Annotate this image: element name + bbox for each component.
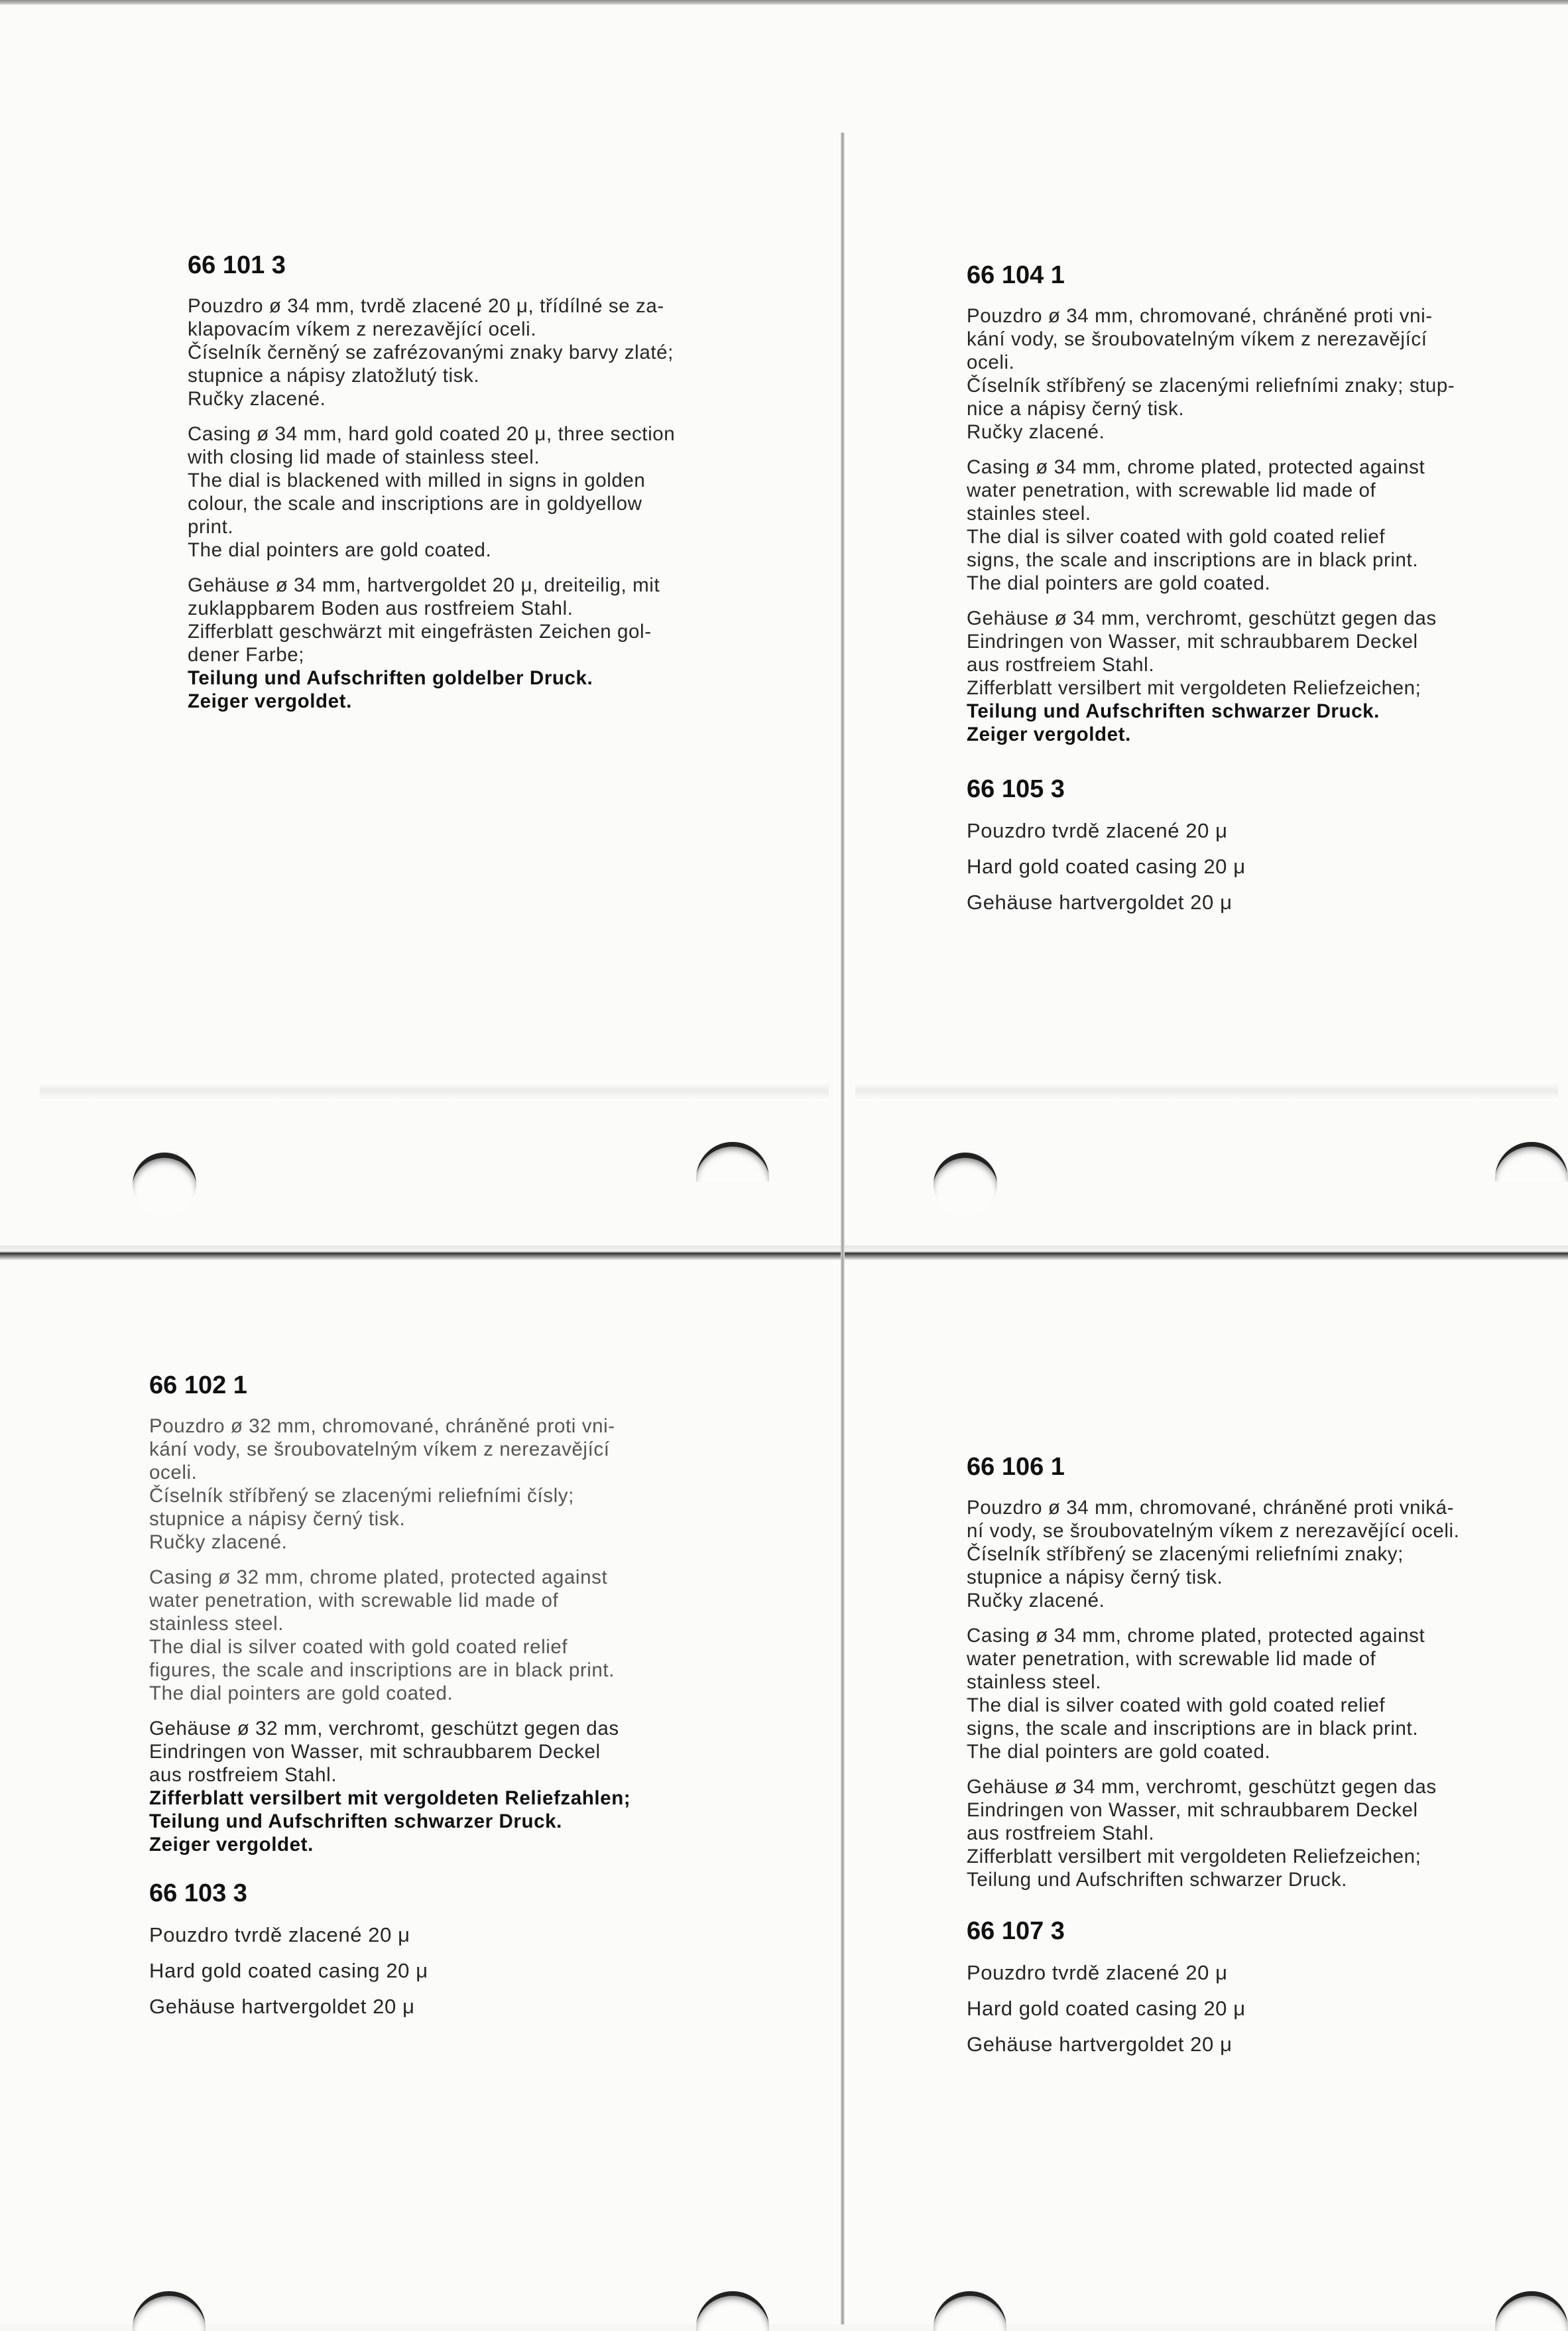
text-line: Gehäuse ø 34 mm, verchromt, geschützt gegen das bbox=[967, 607, 1437, 629]
description-en: Hard gold coated casing 20 μ bbox=[149, 1959, 428, 1982]
description-de bbox=[967, 1775, 1541, 1891]
text-line: kání vody, se šroubovatelným víkem z nerezavějící bbox=[149, 1438, 610, 1460]
text-line: ní vody, se šroubovatelným víkem z nerezavějící oceli. bbox=[967, 1520, 1460, 1542]
section-code: 66 102 1 bbox=[149, 1371, 247, 1399]
text-line: stainles steel. bbox=[967, 503, 1091, 525]
text-line: kání vody, se šroubovatelným víkem z nerezavějící bbox=[967, 328, 1427, 350]
text-line: figures, the scale and inscriptions are in black print. bbox=[149, 1659, 615, 1681]
description-de bbox=[149, 1717, 718, 1856]
paper-crease bbox=[40, 1081, 829, 1101]
description-en: Hard gold coated casing 20 μ bbox=[967, 855, 1246, 878]
text-line: signs, the scale and inscriptions are in black print. bbox=[967, 549, 1419, 571]
text-line: klapovacím víkem z nerezavějící oceli. bbox=[188, 318, 537, 340]
text-line: The dial pointers are gold coated. bbox=[149, 1682, 453, 1704]
section-code: 66 105 3 bbox=[967, 775, 1065, 803]
description-cz: Pouzdro tvrdě zlacené 20 μ bbox=[149, 1923, 410, 1946]
section-66-106-1 bbox=[967, 1453, 1541, 1903]
description-en bbox=[967, 1624, 1541, 1763]
section-code: 66 101 3 bbox=[188, 251, 286, 279]
text-line: Zeiger vergoldet. bbox=[188, 690, 352, 712]
text-line: Eindringen von Wasser, mit schraubbarem Deckel bbox=[149, 1741, 601, 1763]
section-code: 66 104 1 bbox=[967, 261, 1065, 289]
horizontal-fold bbox=[0, 1245, 1568, 1260]
description-cz bbox=[188, 294, 760, 410]
text-line: Pouzdro ø 34 mm, chromované, chráněné proti vniká- bbox=[967, 1497, 1455, 1519]
text-line: Casing ø 34 mm, chrome plated, protected against bbox=[967, 456, 1425, 478]
text-line: Teilung und Aufschriften goldelber Druck. bbox=[188, 667, 593, 689]
text-line: Zifferblatt versilbert mit vergoldeten Reliefzeichen; bbox=[967, 677, 1421, 699]
text-line: Číselník stříbřený se zlacenými reliefními čísly; bbox=[149, 1485, 574, 1507]
description-de: Gehäuse hartvergoldet 20 μ bbox=[967, 891, 1233, 914]
section-66-103-3 bbox=[149, 1879, 718, 2030]
text-line: oceli. bbox=[967, 351, 1015, 373]
text-line: Casing ø 34 mm, chrome plated, protected against bbox=[967, 1625, 1425, 1647]
text-line: Zeiger vergoldet. bbox=[967, 724, 1131, 745]
text-line: Pouzdro ø 32 mm, chromované, chráněné proti vni- bbox=[149, 1415, 615, 1437]
description-cz bbox=[967, 1496, 1541, 1612]
punch-hole-icon bbox=[934, 1153, 997, 1216]
description-cz: Pouzdro tvrdě zlacené 20 μ bbox=[967, 1961, 1228, 1984]
vertical-fold bbox=[841, 133, 845, 2324]
text-line: stupnice a nápisy černý tisk. bbox=[149, 1508, 406, 1530]
text-line: water penetration, with screwable lid made of bbox=[967, 1648, 1376, 1670]
text-line: Casing ø 32 mm, chrome plated, protected against bbox=[149, 1566, 608, 1588]
text-line: Číselník stříbřený se zlacenými reliefními znaky; bbox=[967, 1543, 1404, 1565]
section-code: 66 107 3 bbox=[967, 1917, 1065, 1945]
text-line: stupnice a nápisy černý tisk. bbox=[967, 1566, 1223, 1588]
section-code: 66 106 1 bbox=[967, 1453, 1065, 1481]
text-line: Zeiger vergoldet. bbox=[149, 1834, 314, 1856]
text-line: Teilung und Aufschriften schwarzer Druck. bbox=[149, 1810, 562, 1832]
text-line: The dial is silver coated with gold coated relief bbox=[967, 526, 1386, 548]
description-de bbox=[188, 574, 760, 713]
section-66-104-1 bbox=[967, 261, 1537, 758]
text-line: water penetration, with screwable lid made of bbox=[149, 1590, 559, 1611]
section-66-101-3 bbox=[188, 251, 760, 725]
text-line: Číselník černěný se zafrézovanými znaky barvy zlaté; bbox=[188, 342, 674, 363]
text-line: stupnice a nápisy zlatožlutý tisk. bbox=[188, 365, 480, 387]
text-line: signs, the scale and inscriptions are in black print. bbox=[967, 1718, 1419, 1739]
paper-crease bbox=[855, 1081, 1558, 1101]
text-line: Zifferblatt versilbert mit vergoldeten Reliefzahlen; bbox=[149, 1787, 631, 1809]
text-line: with closing lid made of stainless steel. bbox=[188, 446, 540, 468]
scan-top-edge bbox=[0, 0, 1568, 5]
text-line: Gehäuse ø 34 mm, verchromt, geschützt gegen das bbox=[967, 1776, 1437, 1798]
section-66-107-3 bbox=[967, 1917, 1541, 2068]
text-line: Zifferblatt versilbert mit vergoldeten Reliefzeichen; bbox=[967, 1846, 1421, 1867]
text-line: aus rostfreiem Stahl. bbox=[967, 654, 1155, 676]
text-line: Ručky zlacené. bbox=[967, 1590, 1105, 1611]
text-line: Zifferblatt geschwärzt mit eingefrästen Zeichen gol- bbox=[188, 621, 652, 643]
section-code: 66 103 3 bbox=[149, 1879, 247, 1907]
text-line: The dial pointers are gold coated. bbox=[967, 572, 1271, 594]
description-de: Gehäuse hartvergoldet 20 μ bbox=[967, 2033, 1233, 2056]
text-line: The dial pointers are gold coated. bbox=[188, 539, 492, 561]
text-line: Pouzdro ø 34 mm, chromované, chráněné proti vni- bbox=[967, 305, 1433, 327]
text-line: Eindringen von Wasser, mit schraubbarem Deckel bbox=[967, 1799, 1418, 1821]
text-line: aus rostfreiem Stahl. bbox=[149, 1764, 337, 1786]
description-cz: Pouzdro tvrdě zlacené 20 μ bbox=[967, 819, 1228, 842]
text-line: The dial is blackened with milled in signs in golden bbox=[188, 470, 646, 491]
text-line: Číselník stříbřený se zlacenými reliefními znaky; stup- bbox=[967, 375, 1455, 397]
text-line: Gehäuse ø 32 mm, verchromt, geschützt gegen das bbox=[149, 1718, 619, 1739]
text-line: Teilung und Aufschriften schwarzer Druck. bbox=[967, 1869, 1347, 1891]
text-line: oceli. bbox=[149, 1462, 198, 1483]
punch-hole-icon bbox=[133, 1153, 196, 1216]
text-line: print. bbox=[188, 516, 234, 538]
description-en bbox=[967, 456, 1537, 595]
text-line: water penetration, with screwable lid made of bbox=[967, 479, 1376, 501]
description-cz bbox=[967, 304, 1537, 444]
section-66-105-3 bbox=[967, 775, 1537, 926]
text-line: zuklappbarem Boden aus rostfreiem Stahl. bbox=[188, 598, 573, 619]
text-line: Teilung und Aufschriften schwarzer Druck. bbox=[967, 700, 1380, 722]
description-de bbox=[967, 607, 1537, 746]
text-line: Ručky zlacené. bbox=[188, 388, 326, 410]
description-en bbox=[188, 422, 760, 562]
text-line: The dial is silver coated with gold coated relief bbox=[967, 1694, 1386, 1716]
section-66-102-1 bbox=[149, 1371, 718, 1868]
text-line: Pouzdro ø 34 mm, tvrdě zlacené 20 μ, třídílné se za- bbox=[188, 295, 664, 317]
text-line: colour, the scale and inscriptions are in goldyellow bbox=[188, 493, 642, 515]
text-line: stainless steel. bbox=[149, 1613, 284, 1635]
text-line: The dial is silver coated with gold coated relief bbox=[149, 1636, 568, 1658]
text-line: Casing ø 34 mm, hard gold coated 20 μ, three section bbox=[188, 423, 676, 445]
text-line: Ručky zlacené. bbox=[967, 421, 1105, 443]
description-en: Hard gold coated casing 20 μ bbox=[967, 1997, 1246, 2020]
text-line: Eindringen von Wasser, mit schraubbarem Deckel bbox=[967, 631, 1418, 653]
text-line: nice a nápisy černý tisk. bbox=[967, 398, 1185, 420]
description-en bbox=[149, 1566, 718, 1705]
text-line: dener Farbe; bbox=[188, 644, 305, 666]
description-de: Gehäuse hartvergoldet 20 μ bbox=[149, 1995, 415, 2018]
text-line: Gehäuse ø 34 mm, hartvergoldet 20 μ, dreiteilig, mit bbox=[188, 574, 660, 596]
text-line: The dial pointers are gold coated. bbox=[967, 1741, 1271, 1763]
text-line: Ručky zlacené. bbox=[149, 1531, 288, 1553]
description-cz bbox=[149, 1415, 718, 1554]
text-line: stainless steel. bbox=[967, 1671, 1102, 1693]
text-line: aus rostfreiem Stahl. bbox=[967, 1822, 1155, 1844]
